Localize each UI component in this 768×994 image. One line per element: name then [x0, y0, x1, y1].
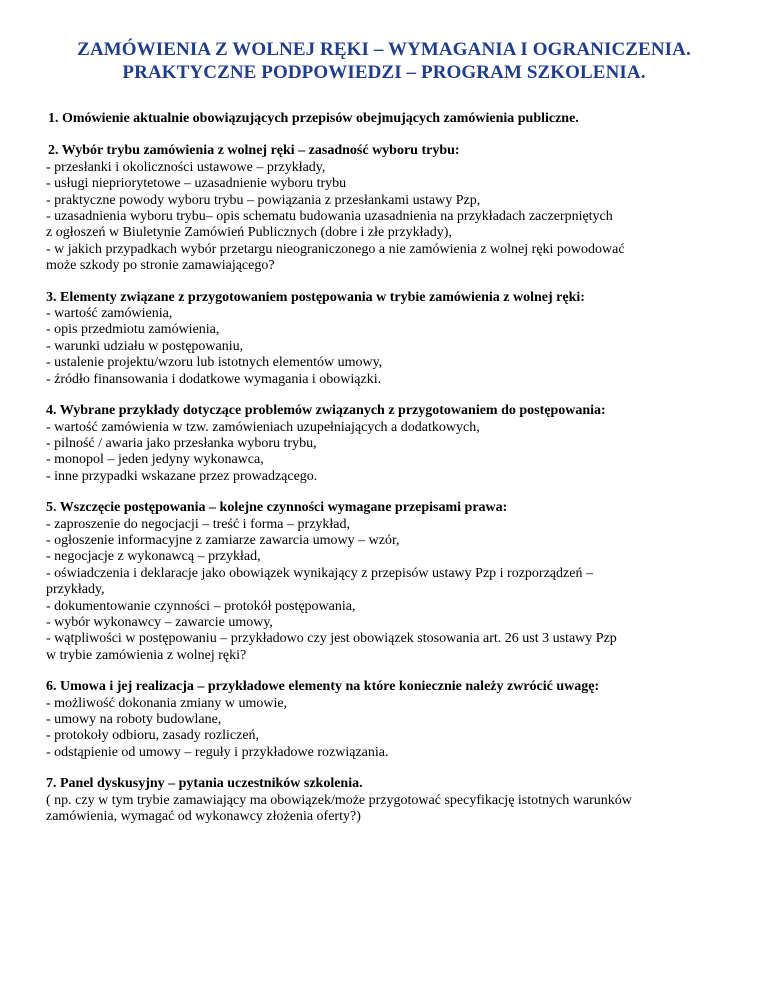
section-7-body-line-2: zamówienia, wymagać od wykonawcy złożenia oferty?): [46, 809, 361, 825]
section-3-items: [46, 306, 722, 388]
title-line-1: ZAMÓWIENIA Z WOLNEJ RĘKI – WYMAGANIA I OGRANICZENIA.: [77, 39, 691, 60]
list-item: - odstąpienie od umowy – reguły i przykładowe rozwiązania.: [46, 744, 389, 760]
list-item: - warunki udziału w postępowaniu,: [46, 338, 244, 354]
list-item: - praktyczne powody wyboru trybu – powiązania z przesłankami ustawy Pzp,: [46, 192, 481, 208]
section-4-heading: 4. Wybrane przykłady dotyczące problemów związanych z przygotowaniem do postępowania:: [46, 403, 606, 419]
list-item: może szkody po stronie zamawiającego?: [46, 258, 275, 274]
list-item: - uzasadnienia wyboru trybu– opis schematu budowania uzasadnienia na przykładach zaczerpniętych: [46, 209, 613, 225]
list-item: z ogłoszeń w Biuletynie Zamówień Publicznych (dobre i złe przykłady),: [46, 225, 452, 241]
section-4-items: [46, 420, 722, 486]
list-item: - protokoły odbioru, zasady rozliczeń,: [46, 728, 260, 744]
section-3: [46, 290, 722, 388]
section-7-heading: 7. Panel dyskusyjny – pytania uczestników szkolenia.: [46, 776, 363, 792]
section-2-items: [46, 160, 722, 275]
list-item: - umowy na roboty budowlane,: [46, 712, 222, 727]
section-7: [46, 776, 722, 825]
section-5-items: [46, 517, 722, 665]
list-item-continuation: przykłady,: [46, 582, 105, 598]
list-item: - źródło finansowania i dodatkowe wymagania i obowiązki.: [46, 371, 382, 387]
list-item: - wartość zamówienia w tzw. zamówieniach uzupełniających a dodatkowych,: [46, 419, 480, 435]
document-title: [46, 38, 722, 84]
list-item: - negocjacje z wykonawcą – przykład,: [46, 549, 261, 565]
section-1-heading: 1. Omówienie aktualnie obowiązujących przepisów obejmujących zamówienia publiczne.: [48, 111, 579, 126]
section-2: [46, 143, 722, 274]
section-4: [46, 403, 722, 485]
list-item: - pilność / awaria jako przesłanka wyboru trybu,: [46, 435, 317, 451]
title-line-2: PRAKTYCZNE PODPOWIEDZI – PROGRAM SZKOLENIA.: [122, 62, 646, 83]
list-item: - przesłanki i okoliczności ustawowe – przykłady,: [46, 159, 326, 175]
list-item: - monopol – jeden jedyny wykonawca,: [46, 452, 264, 468]
list-item-continuation: w trybie zamówienia z wolnej ręki?: [46, 647, 247, 663]
list-item: - wybór wykonawcy – zawarcie umowy,: [46, 614, 273, 630]
list-item: - wątpliwości w postępowaniu – przykładowo czy jest obowiązek stosowania art. 26 ust 3 ustawy Pzp: [46, 631, 617, 647]
section-6: [46, 679, 722, 761]
section-6-items: [46, 696, 722, 762]
section-2-heading: 2. Wybór trybu zamówienia z wolnej ręki – zasadność wyboru trybu:: [48, 143, 460, 159]
list-item: - ogłoszenie informacyjne z zamiarze zawarcia umowy – wzór,: [46, 532, 400, 548]
list-item: - ustalenie projektu/wzoru lub istotnych elementów umowy,: [46, 355, 383, 371]
list-item: - dokumentowanie czynności – protokół postępowania,: [46, 598, 356, 614]
section-7-body-line-1: ( np. czy w tym trybie zamawiający ma obowiązek/może przygotować specyfikację istotnych warunków: [46, 792, 632, 808]
list-item: - usługi niepriorytetowe – uzasadnienie wyboru trybu: [46, 176, 347, 192]
section-5: [46, 500, 722, 664]
list-item: - zaproszenie do negocjacji – treść i forma – przykład,: [46, 516, 350, 532]
section-1: [46, 111, 722, 127]
list-item: - opis przedmiotu zamówienia,: [46, 322, 220, 338]
section-3-heading: 3. Elementy związane z przygotowaniem postępowania w trybie zamówienia z wolnej ręki:: [46, 289, 585, 305]
list-item: - możliwość dokonania zmiany w umowie,: [46, 695, 288, 711]
section-5-heading: 5. Wszczęcie postępowania – kolejne czynności wymagane przepisami prawa:: [46, 500, 508, 516]
list-item: - wartość zamówienia,: [46, 306, 173, 322]
list-item: - oświadczenia i deklaracje jako obowiązek wynikający z przepisów ustawy Pzp i rozporządzeń –: [46, 565, 593, 581]
list-item: - inne przypadki wskazane przez prowadzącego.: [46, 468, 318, 484]
section-6-heading: 6. Umowa i jej realizacja – przykładowe elementy na które koniecznie należy zwrócić uwagę:: [46, 679, 600, 695]
list-item: - w jakich przypadkach wybór przetargu nieograniczonego a nie zamówienia z wolnej ręki powodować: [46, 241, 625, 257]
